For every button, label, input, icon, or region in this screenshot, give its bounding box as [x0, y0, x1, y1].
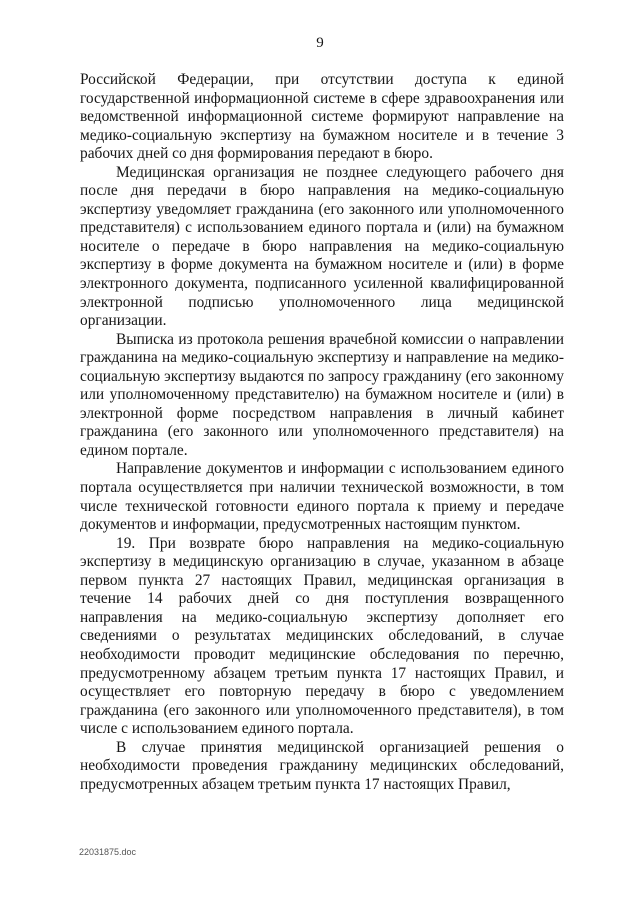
paragraph-notification: Медицинская организация не позднее следующего рабочего дня после дня передачи в бюро направления на медико-социальную экспертизу уведомляет гражданина (его законного или уполномоченного представителя) с использованием единого портала и (или) на бумажном носителе о передаче в бюро направления на медико-социальную экспертизу в форме документа на бумажном носителе и (или) в форме электронного документа, подписанного усиленной квалифицированной электронной подписью уполномоченного лица медицинской организации.	[80, 163, 564, 330]
paragraph-continuation: Российской Федерации, при отсутствии доступа к единой государственной информационной системе в сфере здравоохранения или ведомственной информационной системе формируют направление на медико-социальную экспертизу на бумажном носителе и в течение 3 рабочих дней со дня формирования передают в бюро.	[80, 71, 564, 163]
paragraph-protocol-extract: Выписка из протокола решения врачебной комиссии о направлении гражданина на медико-социальную экспертизу и направление на медико-социальную экспертизу выдаются по запросу гражданину (его законному или уполномоченному представителю) на бумажном носителе и (или) в электронной форме посредством направления в личный кабинет гражданина (его законного или уполномоченного представителя) на едином портале.	[80, 330, 564, 459]
paragraph-decision-case: В случае принятия медицинской организацией решения о необходимости проведения гражданину медицинских обследований, предусмотренных абзацем третьим пункта 17 настоящих Правил,	[80, 738, 564, 793]
paragraph-portal-transfer: Направление документов и информации с использованием единого портала осуществляется при наличии технической возможности, в том числе технической готовности единого портала к приему и передаче документов и информации, предусмотренных настоящим пунктом.	[80, 460, 564, 534]
page-number: 9	[316, 35, 324, 51]
document-body	[80, 71, 564, 794]
paragraph-item-19: 19. При возврате бюро направления на медико-социальную экспертизу в медицинскую организацию в случае, указанном в абзаце первом пункта 27 настоящих Правил, медицинская организация в течение 14 рабочих дней со дня поступления возвращенного направления на медико-социальную экспертизу дополняет его сведениями о результатах медицинских обследований, в случае необходимости проводит медицинские обследования по перечню, предусмотренному абзацем третьим пункта 17 настоящих Правил, и осуществляет его повторную передачу в бюро с уведомлением гражданина (его законного или уполномоченного представителя), в том числе с использованием единого портала.	[80, 534, 564, 738]
footer-document-code: 22031875.doc	[79, 847, 137, 857]
